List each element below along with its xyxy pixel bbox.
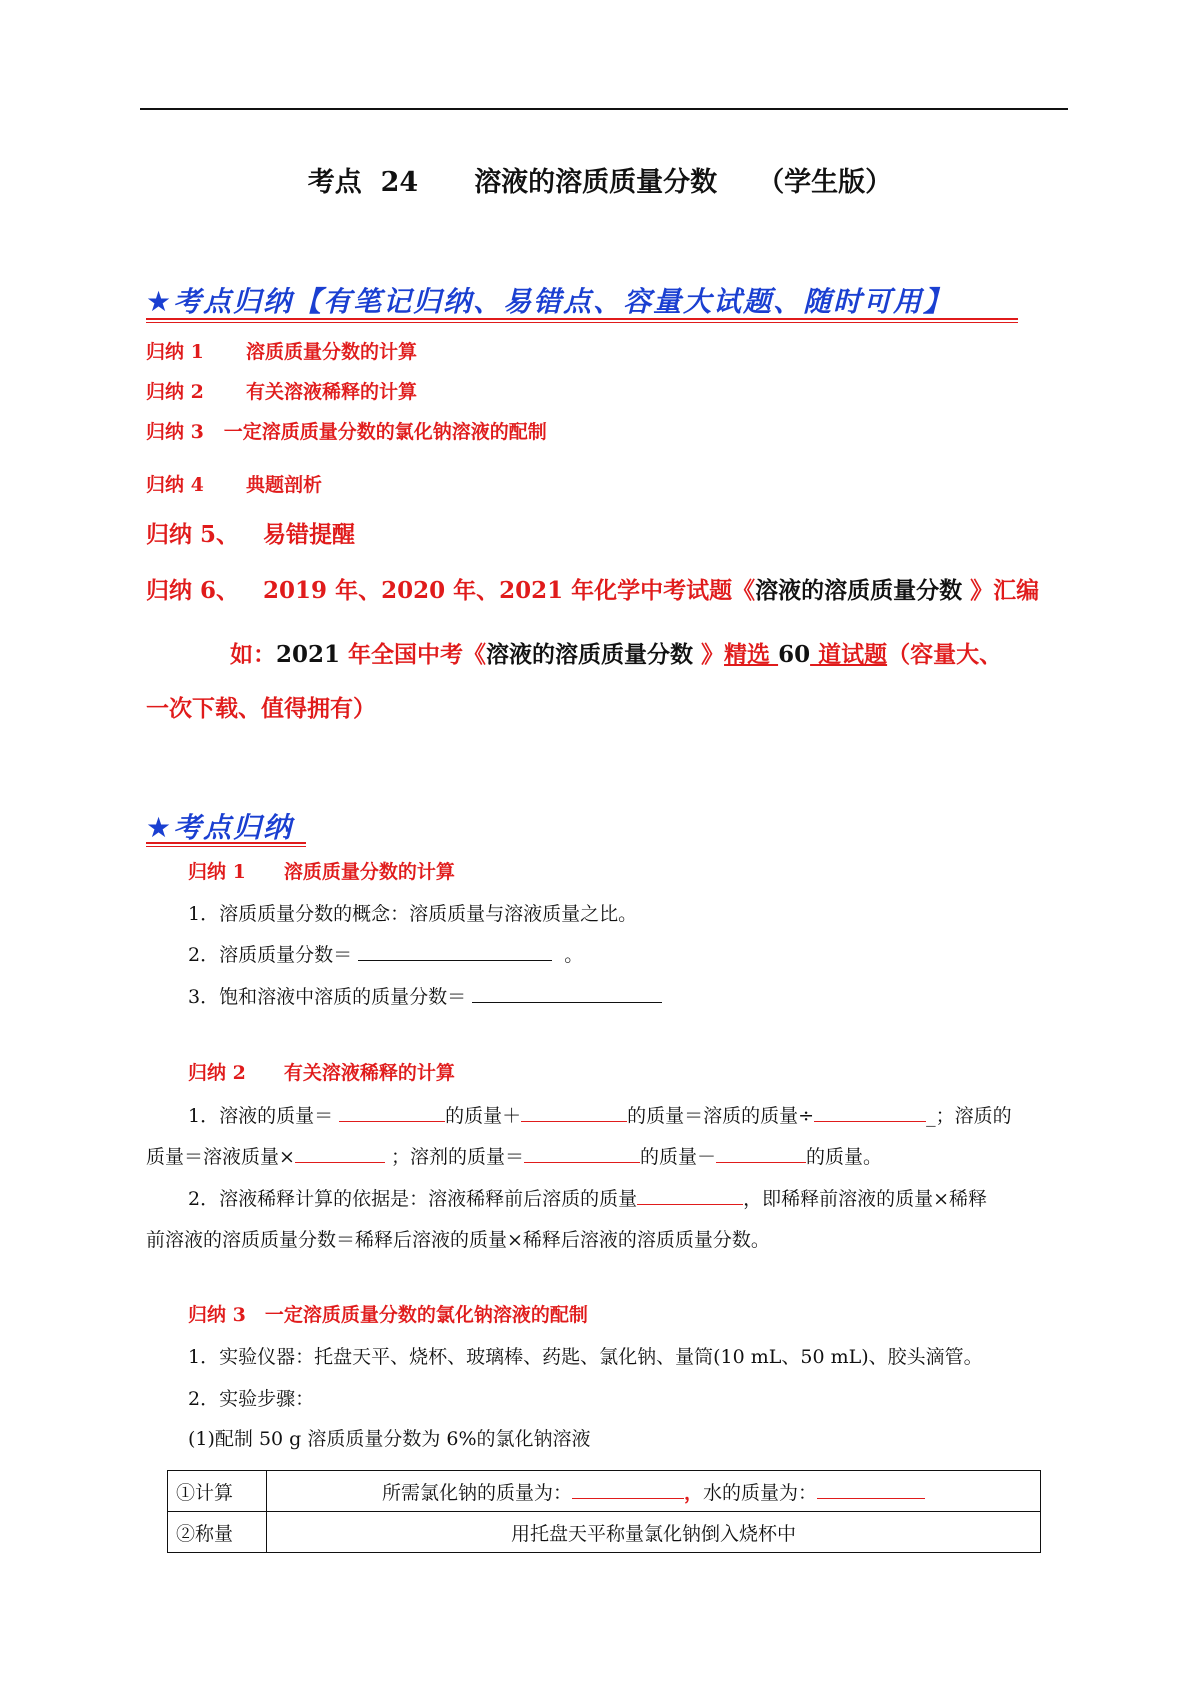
- g2-title: 归纳 2 有关溶液稀释的计算: [188, 1062, 455, 1084]
- g2-para1-line1: 1．溶液的质量＝ 的质量＋ 的质量＝溶质的质量÷ _；溶质的: [188, 1105, 1012, 1127]
- page-title: 考点 24 溶液的溶质质量分数 （学生版）: [307, 167, 893, 198]
- blank-field[interactable]: [814, 1103, 926, 1122]
- g1-title: 归纳 1 溶质质量分数的计算: [188, 861, 455, 883]
- toc-item-5[interactable]: 归纳 5、 易错提醒: [146, 521, 356, 548]
- toc-item-6[interactable]: 归纳 6、 2019 年、2020 年、2021 年化学中考试题《溶液的溶质质量分数 》汇编: [146, 577, 1040, 604]
- example-count-link[interactable]: 道试题: [810, 641, 888, 668]
- table-row: [168, 1471, 1041, 1512]
- example-pick-link[interactable]: 精选: [724, 641, 779, 668]
- toc-item-4[interactable]: 归纳 4 典题剖析: [146, 474, 323, 496]
- example-line-2: 一次下载、值得拥有）: [146, 695, 376, 722]
- example-line: 如：2021 年全国中考《溶液的溶质质量分数 》精选 60 道试题（容量大、: [230, 641, 1003, 668]
- blank-field[interactable]: [817, 1480, 925, 1499]
- table-row: [168, 1512, 1041, 1553]
- step-name: ①计算: [168, 1471, 267, 1512]
- g2-para2-line2: 前溶液的溶质质量分数＝稀释后溶液的质量×稀释后溶液的溶质质量分数。: [146, 1229, 770, 1251]
- step-name: ②称量: [168, 1512, 267, 1553]
- g2-para1-line2: 质量＝溶液质量× ；溶剂的质量＝ 的质量－ 的质量。: [146, 1146, 883, 1168]
- blank-field[interactable]: [716, 1144, 806, 1163]
- blank-field[interactable]: [295, 1144, 385, 1163]
- toc-item-2[interactable]: 归纳 2 有关溶液稀释的计算: [146, 381, 418, 403]
- blank-field[interactable]: [472, 984, 662, 1003]
- steps-table: [167, 1470, 1041, 1553]
- g2-para2-line1: 2．溶液稀释计算的依据是：溶液稀释前后溶质的质量 ，即稀释前溶液的质量×稀释: [188, 1188, 988, 1210]
- g1-line1: 1．溶质质量分数的概念：溶质质量与溶液质量之比。: [188, 903, 638, 925]
- blank-field[interactable]: [339, 1103, 445, 1122]
- g1-line3: 3．饱和溶液中溶质的质量分数＝: [188, 982, 662, 1009]
- blank-field[interactable]: [572, 1480, 684, 1499]
- g3-line1: 1．实验仪器：托盘天平、烧杯、玻璃棒、药匙、氯化钠、量筒(10 mL、50 mL)、胶头滴管。: [188, 1346, 983, 1368]
- g3-title: 归纳 3 一定溶质质量分数的氯化钠溶液的配制: [188, 1304, 588, 1326]
- g3-line3: (1)配制 50 g 溶质质量分数为 6%的氯化钠溶液: [188, 1428, 591, 1450]
- g1-line2: 2．溶质质量分数＝ 。: [188, 944, 584, 966]
- blank-field[interactable]: [358, 942, 552, 961]
- section-heading-summary: ★考点归纳【有笔记归纳、易错点、容量大试题、随时可用】: [146, 285, 954, 318]
- heading-underline: [146, 318, 1018, 320]
- g3-line2: 2．实验步骤：: [188, 1388, 315, 1410]
- step-detail: 用托盘天平称量氯化钠倒入烧杯中: [267, 1512, 1041, 1553]
- blank-field[interactable]: [521, 1103, 627, 1122]
- blank-field[interactable]: [524, 1144, 640, 1163]
- header-rule: [140, 108, 1068, 110]
- toc-item-1[interactable]: 归纳 1 溶质质量分数的计算: [146, 341, 418, 363]
- step-detail: 所需氯化钠的质量为： ，水的质量为：: [267, 1471, 1041, 1512]
- toc-item-3[interactable]: 归纳 3 一定溶质质量分数的氯化钠溶液的配制: [146, 421, 547, 443]
- blank-field[interactable]: [637, 1186, 743, 1205]
- section-heading-main: ★考点归纳: [146, 811, 294, 844]
